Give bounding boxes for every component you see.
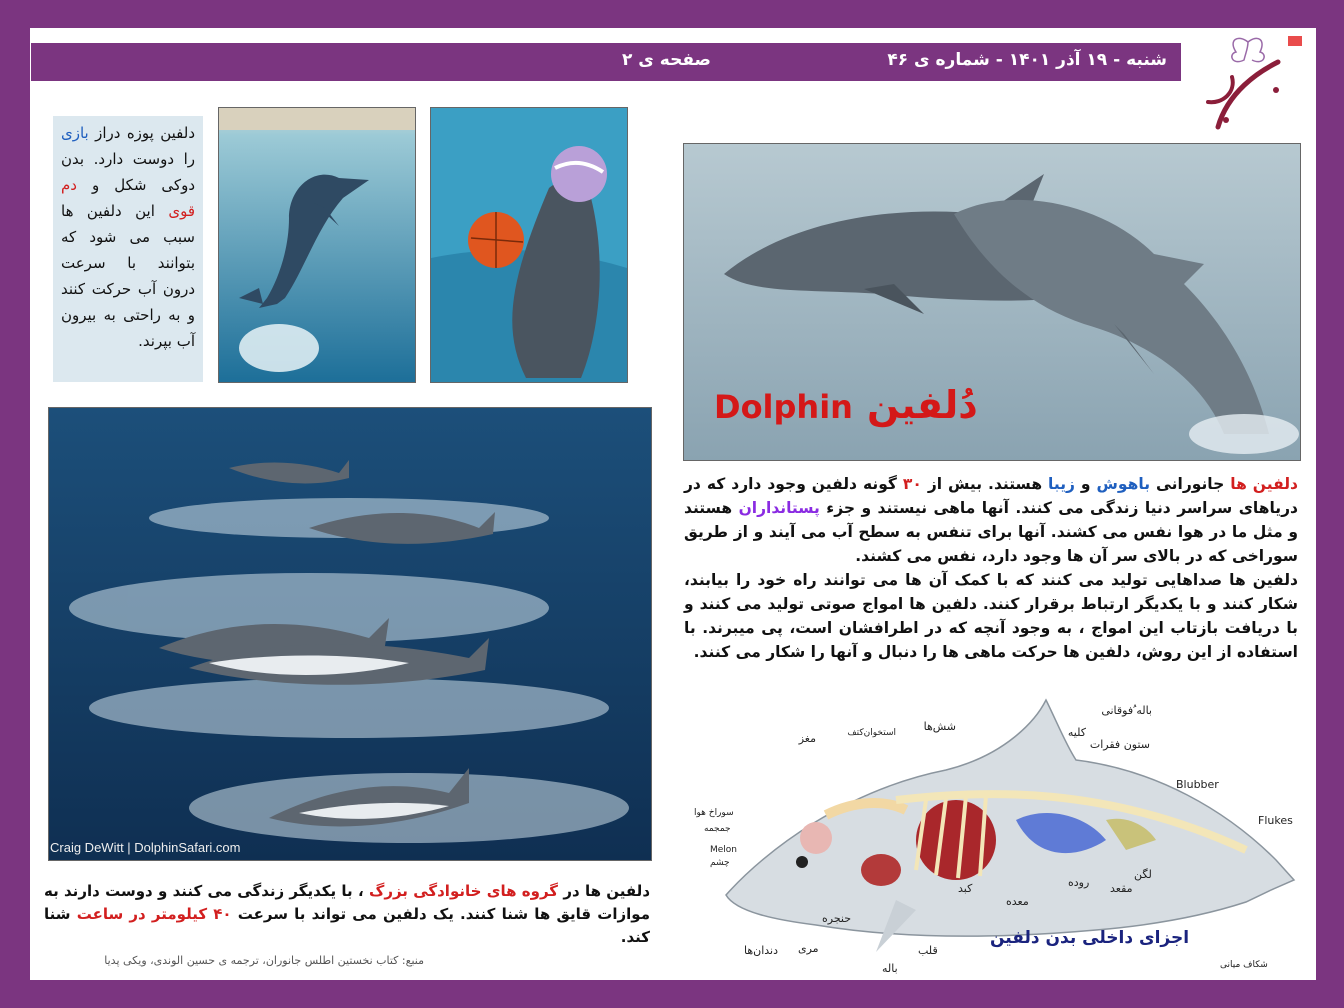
title-persian: دُلفین (866, 383, 978, 427)
magazine-logo (1188, 32, 1308, 137)
label-heart: قلب (918, 944, 938, 957)
label-eye: چشم (710, 858, 730, 868)
body-word-mammals: پستانداران (738, 499, 820, 517)
header-bar (31, 43, 1181, 81)
header-page-number: صفحه ی ۲ (621, 50, 711, 70)
photo-dolphin-with-balls (430, 107, 628, 383)
label-esophagus: مری (798, 942, 819, 955)
label-anus: مقعد (1110, 882, 1133, 895)
label-lungs: شش‌ها (923, 720, 956, 733)
photo-jumping-dolphin (218, 107, 416, 383)
label-flipper: باله (882, 962, 898, 975)
group-word-speed: ۴۰ کیلومتر در ساعت (76, 905, 232, 923)
body-word-smart: باهوش (1096, 475, 1151, 493)
group-seg-b: ، با یکدیگر زندگی می کنند و دوست دارند به موازات قایق ها شنا کنند. یک دلفین می تواند با سرعت (44, 882, 650, 923)
label-intestine: روده (1068, 876, 1090, 889)
label-spine: ستون فقرات (1089, 738, 1150, 751)
body-paragraph-1 (684, 472, 1298, 568)
group-word-families: گروه های خانوادگی بزرگ (368, 882, 559, 900)
label-melon: Melon (710, 845, 738, 855)
source-citation: منبع: کتاب نخستین اطلس جانوران، ترجمه ی حسین الوندی، ویکی پدیا (104, 954, 424, 967)
label-pelvis: لگن (1134, 868, 1152, 881)
callout-part-2: را دوست دارد. بدن دوکی شکل و (61, 150, 195, 194)
label-scapula: استخوان‌کتف (847, 728, 896, 738)
label-flukes: Flukes (1258, 814, 1293, 827)
label-liver: کبد (958, 882, 973, 895)
body-seg-4: گونه دلفین وجود دارد که در دریاهای سراسر دنیا زندگی می کنند. آنها ماهی نیستند و جزء (684, 475, 1298, 517)
photo-credit: Craig DeWitt | DolphinSafari.com (50, 840, 241, 855)
label-blowhole: سوراخ هوا (694, 808, 734, 818)
title-english: Dolphin (714, 388, 853, 426)
body-word-beautiful: زیبا (1048, 475, 1075, 493)
label-median-notch: شکاف میانی (1220, 960, 1268, 970)
diagram-title: اجزای داخلی بدن دلفین (990, 928, 1190, 948)
label-kidney: کلیه (1067, 726, 1086, 739)
body-word-dolphins: دلفین ها (1230, 475, 1298, 493)
label-larynx: حنجره (822, 912, 852, 925)
label-teeth: دندان‌ها (744, 944, 779, 957)
callout-text-box (53, 116, 203, 382)
photo-dolphin-pod (48, 407, 652, 861)
group-paragraph (44, 880, 650, 949)
main-title (714, 383, 978, 427)
header-date-issue: شنبه - ۱۹ آذر ۱۴۰۱ - شماره ی ۴۶ (887, 50, 1167, 70)
body-seg-2: و (1074, 475, 1097, 493)
label-blubber: Blubber (1176, 778, 1219, 791)
callout-word-play: بازی (61, 124, 89, 142)
label-brain: مغز (798, 732, 816, 745)
body-seg-1: جانورانی (1150, 475, 1231, 493)
callout-part-3: این دلفین ها سبب می شود که بتوانند با سرعت درون آب حرکت کنند و به راحتی به بیرون آب بپرند. (61, 202, 195, 350)
group-seg-a: دلفین ها در (558, 882, 651, 900)
body-paragraphs (684, 472, 1298, 664)
label-stomach: معده (1006, 895, 1029, 908)
callout-word-tail: دم قوی (61, 176, 195, 220)
body-seg-3: هستند. بیش از (921, 475, 1049, 493)
body-seg-5: هستند و مثل ما در هوا نفس می کشند. آنها برای تنفس به سطح آب می آیند و از طریق سوراخی که در بالای سر آن ها وجود دارد، نفس می کشند. (684, 499, 1298, 565)
group-seg-c: شنا کند. (44, 905, 650, 946)
label-dorsal-fin: باله ُفوقانی (1101, 704, 1152, 717)
callout-part-1: دلفین پوزه دراز (88, 124, 195, 142)
body-word-thirty: ۳۰ (902, 475, 922, 493)
label-skull: جمجمه (704, 824, 731, 834)
body-paragraph-2: دلفین ها صداهایی تولید می کنند که با کمک آن ها می توانند راه خود را بیابند، شکار کنند و با یکدیگر ارتباط برقرار کنند. دلفین ها امواج صوتی تولید می کنند و با دریافت بازتاب این امواج ، به وجود آنچه که در اطرافشان است، پی میبرند. با استفاده از این روش، دلفین ها حرکت ماهی ها را دنبال و آنها را شکار می کنند. (684, 571, 1298, 661)
